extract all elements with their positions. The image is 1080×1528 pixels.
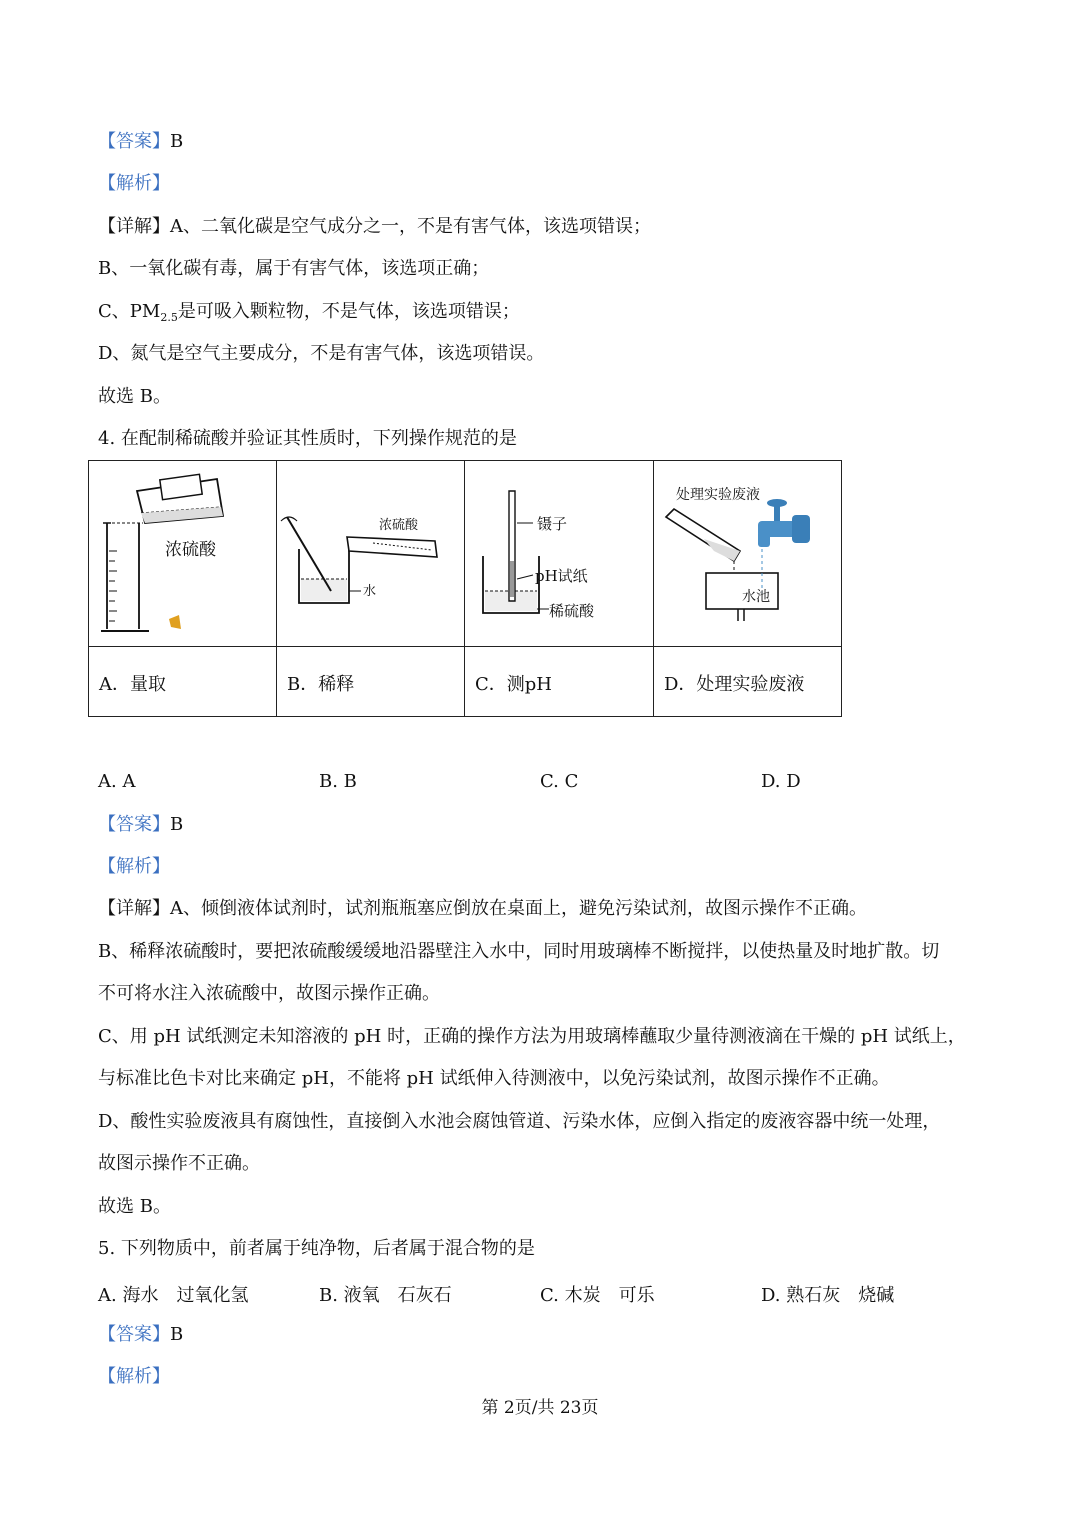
caption-b-text: B．稀释 (287, 674, 355, 695)
q5-option-d: D. 熟石灰 烧碱 (761, 1285, 895, 1306)
q3-answer-line (98, 130, 183, 154)
answer-value: B (170, 131, 184, 152)
caption-a (89, 646, 277, 716)
q4-explain-c1: C、用 pH 试纸测定未知溶液的 pH 时，正确的操作方法为用玻璃棒蘸取少量待测液滴在干燥的 pH 试纸上， (98, 1026, 966, 1047)
analysis-label: 【解析】 (98, 1366, 170, 1387)
q4-conclusion: 故选 B。 (98, 1196, 171, 1217)
figure-c (465, 461, 654, 646)
q4-option-a: A. A (98, 771, 136, 792)
figure-d (654, 461, 841, 646)
q5-option-a: A. 海水 过氧化氢 (98, 1285, 249, 1306)
q3-explain-b: B、一氧化碳有毒，属于有害气体，该选项正确； (98, 258, 490, 279)
q3-c-post: 是可吸入颗粒物，不是气体，该选项错误； (177, 301, 520, 322)
label-tweezers: 镊子 (537, 515, 568, 533)
q3-explain-a: A、二氧化碳是空气成分之一，不是有害气体，该选项错误； (170, 216, 651, 237)
caption-c-text: C．测pH (475, 674, 552, 695)
caption-d (654, 646, 841, 716)
answer-label: 【答案】 (98, 814, 170, 835)
q5-analysis-line (98, 1365, 170, 1389)
caption-b (277, 646, 465, 716)
q4-explain-a: A、倾倒液体试剂时，试剂瓶瓶塞应倒放在桌面上，避免污染试剂，故图示操作不正确。 (170, 898, 867, 919)
q4-option-c: C. C (540, 771, 579, 792)
q4-option-d: D. D (761, 771, 801, 792)
q3-c-pre: C、PM (98, 301, 161, 322)
page-footer: 第 2页/共 23页 (481, 1398, 599, 1418)
q5-option-b: B. 液氧 石灰石 (319, 1285, 452, 1306)
q4-explain-b2: 不可将水注入浓硫酸中，故图示操作正确。 (98, 983, 440, 1004)
detail-label: 【详解】 (98, 216, 170, 237)
q4-explain-d2: 故图示操作不正确。 (98, 1153, 260, 1174)
label-conc-acid-a: 浓硫酸 (165, 540, 216, 560)
q4-explain-c2: 与标准比色卡对比来确定 pH，不能将 pH 试纸伸入待测液中，以免污染试剂，故图示操作不正确。 (98, 1068, 890, 1089)
analysis-label: 【解析】 (98, 856, 170, 877)
caption-a-text: A．量取 (99, 674, 166, 695)
answer-value: B (170, 814, 184, 835)
q4-detail-line (98, 897, 867, 921)
q5-answer-line (98, 1323, 183, 1347)
dilution-figure (277, 461, 463, 646)
q4-stem: 4. 在配制稀硫酸并验证其性质时，下列操作规范的是 (98, 428, 517, 449)
q4-analysis-line (98, 855, 170, 879)
answer-value: B (170, 1324, 184, 1345)
figure-a (89, 461, 277, 646)
figure-b (277, 461, 465, 646)
q5-stem: 5. 下列物质中，前者属于纯净物，后者属于混合物的是 (98, 1238, 535, 1259)
q3-detail-line (98, 215, 651, 239)
caption-c (465, 646, 654, 716)
caption-d-text: D．处理实验废液 (664, 674, 805, 695)
q4-answer-line (98, 813, 183, 837)
label-water: 水 (363, 584, 377, 599)
answer-label: 【答案】 (98, 131, 170, 152)
label-sink: 水池 (742, 589, 770, 605)
analysis-label: 【解析】 (98, 173, 170, 194)
q4-explain-b1: B、稀释浓硫酸时，要把浓硫酸缓缓地沿器壁注入水中，同时用玻璃棒不断搅拌，以使热量及时地扩散。切 (98, 941, 940, 962)
q3-conclusion: 故选 B。 (98, 386, 171, 407)
stopper-icon (169, 615, 181, 629)
faucet-icon (758, 499, 810, 547)
q3-c-sub: 2.5 (160, 311, 178, 324)
q3-analysis-line (98, 172, 170, 196)
q3-explain-c (98, 300, 520, 330)
answer-label: 【答案】 (98, 1324, 170, 1345)
label-ph-paper: pH试纸 (535, 567, 588, 585)
q4-option-b: B. B (319, 771, 357, 792)
ph-test-figure (465, 461, 652, 646)
q3-explain-d: D、氮气是空气主要成分，不是有害气体，该选项错误。 (98, 343, 545, 364)
waste-disposal-figure (654, 461, 840, 646)
detail-label: 【详解】 (98, 898, 170, 919)
label-dilute-acid: 稀硫酸 (549, 602, 595, 620)
graduated-cylinder-figure (89, 461, 275, 646)
label-conc-acid-b: 浓硫酸 (379, 518, 419, 533)
q4-figure-table (88, 460, 842, 717)
label-waste-title: 处理实验废液 (676, 487, 760, 503)
q5-option-c: C. 木炭 可乐 (540, 1285, 655, 1306)
q4-explain-d1: D、酸性实验废液具有腐蚀性，直接倒入水池会腐蚀管道、污染水体，应倒入指定的废液容器中统一处理， (98, 1111, 941, 1132)
